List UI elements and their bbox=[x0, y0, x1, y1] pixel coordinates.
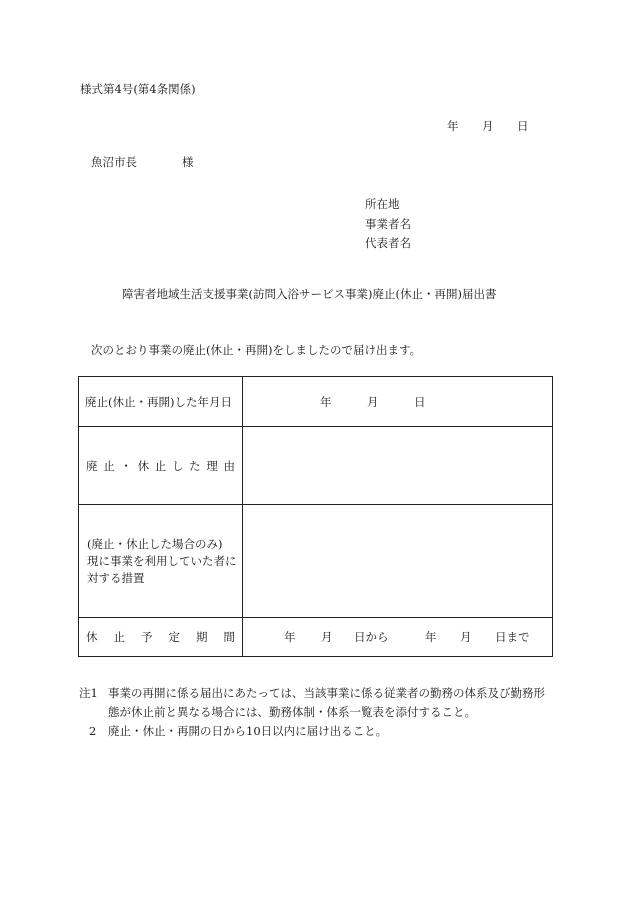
suspension-period-label bbox=[79, 617, 243, 656]
note1-line1: 事業の再開に係る届出にあたっては、当該事業に係る従業者の勤務の体系及び勤務形 bbox=[108, 686, 545, 700]
document-title: 障害者地域生活支援事業(訪問入浴サービス事業)廃止(休止・再開)届出書 bbox=[122, 287, 497, 301]
measures-label bbox=[79, 505, 243, 617]
date-day-label: 日 bbox=[517, 119, 529, 133]
label-char: 由 bbox=[223, 458, 235, 473]
period-to-day: 日まで bbox=[495, 629, 530, 644]
closure-date-field[interactable] bbox=[243, 377, 553, 427]
label-char: 理 bbox=[206, 458, 218, 473]
note2-text: 廃止・休止・再開の日から10日以内に届け出ること。 bbox=[108, 724, 388, 738]
sender-business-label: 事業者名 bbox=[365, 216, 411, 231]
table-row bbox=[79, 427, 553, 505]
closure-date-month: 月 bbox=[367, 394, 379, 409]
label-char: 期 bbox=[196, 629, 208, 644]
closure-date-day: 日 bbox=[414, 394, 426, 409]
measures-label-line: 現に事業を利用していた者に bbox=[87, 553, 237, 568]
label-char: 休 bbox=[137, 458, 150, 473]
label-char: 予 bbox=[141, 629, 153, 644]
period-to-month: 月 bbox=[460, 629, 472, 644]
table-row bbox=[79, 617, 553, 656]
date-month-label: 月 bbox=[482, 119, 494, 133]
form-table bbox=[78, 376, 553, 657]
label-char: た bbox=[189, 458, 201, 473]
label-char: 定 bbox=[168, 629, 180, 644]
period-from-month: 月 bbox=[321, 629, 333, 644]
suspension-period-field[interactable] bbox=[243, 617, 553, 656]
form-number: 様式第4号(第4条関係) bbox=[80, 82, 196, 96]
sender-representative-label: 代表者名 bbox=[365, 236, 411, 250]
note1-lead: 注1 bbox=[79, 686, 98, 700]
date-year-label: 年 bbox=[447, 119, 459, 133]
closure-date-year: 年 bbox=[320, 394, 332, 409]
label-char: 休 bbox=[86, 629, 98, 644]
note2-lead: 2 bbox=[89, 724, 97, 738]
addressee-honorific: 様 bbox=[182, 155, 194, 169]
period-from-day: 日から bbox=[354, 629, 389, 644]
reason-field[interactable] bbox=[243, 427, 553, 505]
intro-text: 次のとおり事業の廃止(休止・再開)をしましたので届け出ます。 bbox=[91, 343, 422, 357]
reason-label bbox=[79, 427, 243, 505]
measures-field[interactable] bbox=[243, 505, 553, 617]
label-char: 廃 bbox=[86, 458, 98, 473]
label-char: 間 bbox=[223, 629, 235, 644]
note1-line2: 態が休止前と異なる場合には、勤務体制・体系一覧表を添付すること。 bbox=[108, 705, 476, 719]
table-row bbox=[79, 377, 553, 427]
notes-block bbox=[79, 684, 545, 741]
label-char: し bbox=[171, 458, 184, 473]
sender-block bbox=[365, 195, 411, 254]
addressee-name: 魚沼市長 bbox=[91, 155, 137, 169]
label-char: 止 bbox=[113, 629, 125, 644]
period-from-year: 年 bbox=[284, 629, 296, 644]
label-char: ・ bbox=[120, 458, 132, 473]
measures-label-line: 対する措置 bbox=[87, 570, 145, 585]
label-char: 止 bbox=[154, 458, 167, 473]
table-row bbox=[79, 505, 553, 617]
label-char: 止 bbox=[103, 458, 115, 473]
sender-address-label: 所在地 bbox=[365, 197, 400, 211]
closure-date-label: 廃止(休止・再開)した年月日 bbox=[79, 377, 243, 427]
measures-label-line: (廃止・休止した場合のみ) bbox=[87, 536, 223, 551]
period-to-year: 年 bbox=[425, 629, 437, 644]
